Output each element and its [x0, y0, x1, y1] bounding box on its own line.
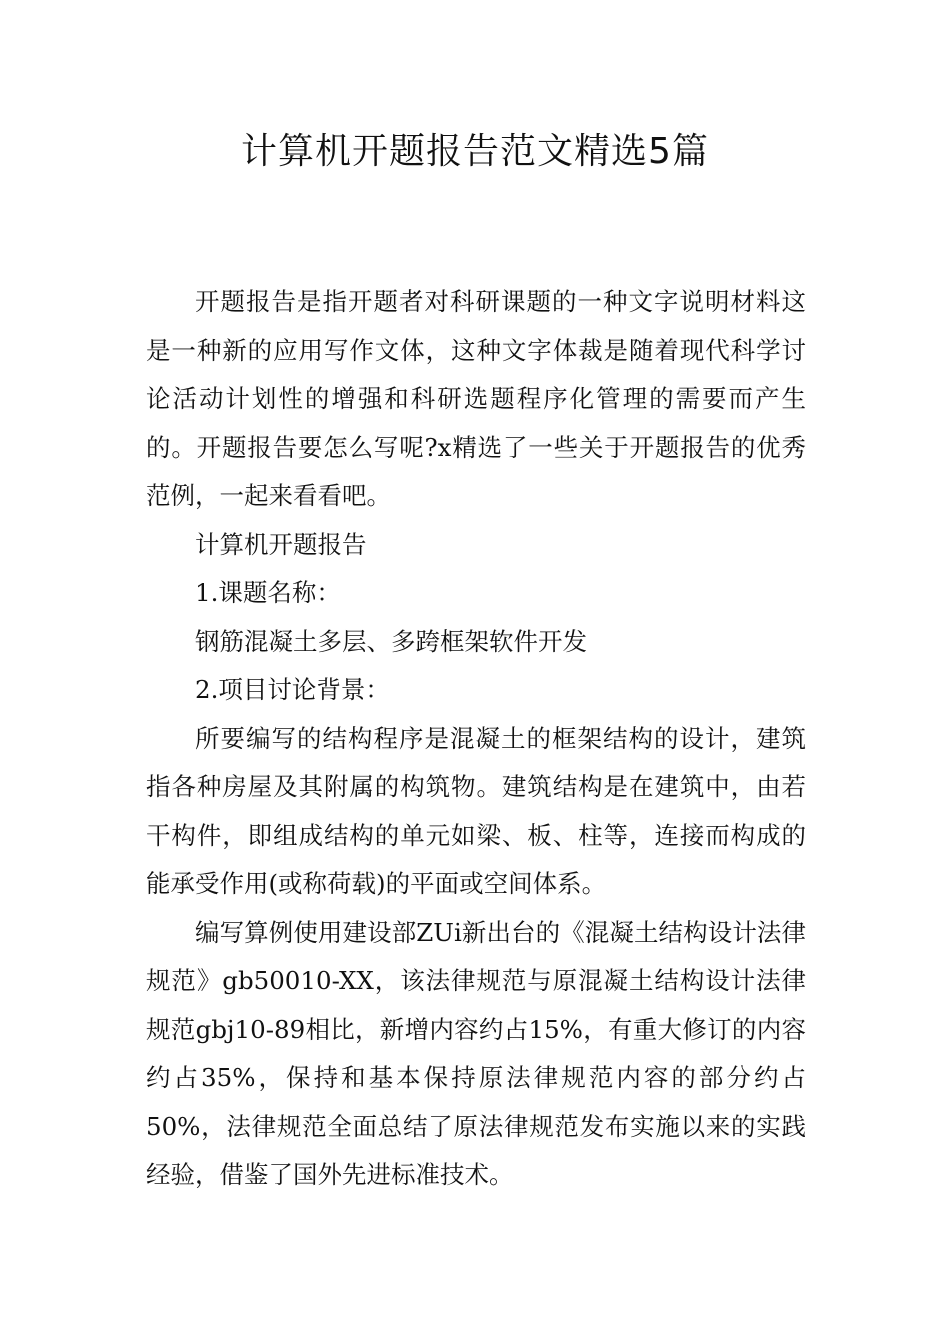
- item-heading-background: 2.项目讨论背景：: [195, 675, 390, 704]
- section-heading: 计算机开题报告: [195, 529, 367, 559]
- topic-name-paragraph: 钢筋混凝土多层、多跨框架软件开发: [195, 626, 587, 656]
- code-standard-paragraph: 编写算例使用建设部ZUi新出台的《混凝土结构设计法律规范》gb50010-XX，该法律规范与原混凝土结构设计法律规范gbj10-89相比，新增内容约占15%，有重大修订的内容约占35%，保持和基本保持原法律规范内容的部分约占50%，法律规范全面总结了原法律规范发布实施以来的实践经验，借鉴了国外先进标准技术。: [146, 917, 806, 1189]
- item-heading-topic-name: 1.课题名称：: [195, 578, 341, 607]
- document-title: 计算机开题报告范文精选5篇: [241, 131, 709, 172]
- background-paragraph: 所要编写的结构程序是混凝土的框架结构的设计，建筑指各种房屋及其附属的构筑物。建筑结构是在建筑中，由若干构件，即组成结构的单元如梁、板、柱等，连接而构成的能承受作用(或称荷载)的平面或空间体系。: [146, 723, 806, 898]
- document-body: [146, 278, 806, 1200]
- intro-paragraph: 开题报告是指开题者对科研课题的一种文字说明材料这是一种新的应用写作文体，这种文字体裁是随着现代科学讨论活动计划性的增强和科研选题程序化管理的需要而产生的。开题报告要怎么写呢?x精选了一些关于开题报告的优秀范例，一起来看看吧。: [146, 287, 806, 510]
